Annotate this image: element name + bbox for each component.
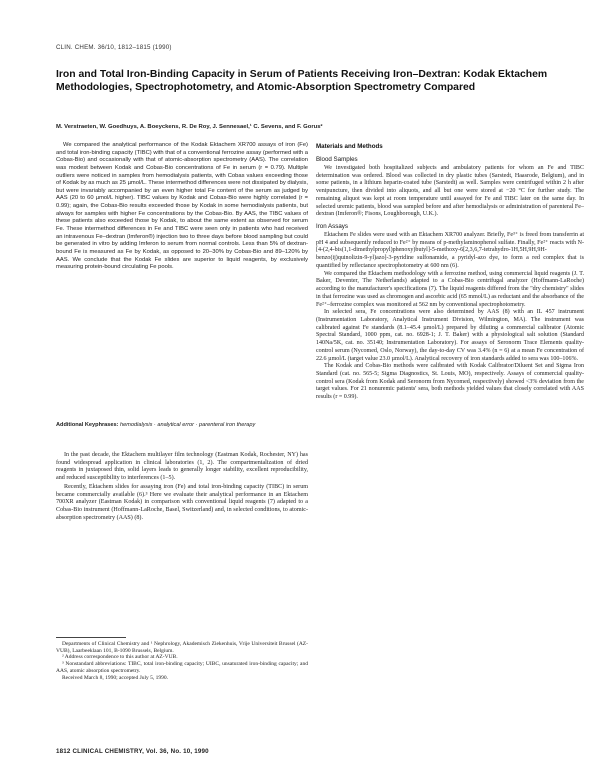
blood-samples-text: We investigated both hospitalized subjects and ambulatory patients for whom an Fe and TIBC determination was ordered. Blood was collected in dry plastic tubes (Sarstedt, Haasrode, Belgium), and in some patients, in a lithium heparin-coated tube (Sarstedt) as well. Samples were centrifuged within 2 h after venipuncture, then divided into aliquots, and all but one were stored at −20 °C for further study. The remaining aliquot was kept at room temperature until assayed for Fe and TIBC later on the same day. In selected uremic patients, blood was sampled before and after hemodialysis or administration of parenteral Fe–dextran (Imferon®; Fisons, Loughborough, U.K.). bbox=[316, 165, 584, 218]
subheading-iron-assays: Iron Assays bbox=[316, 223, 348, 231]
materials-and-methods bbox=[316, 142, 584, 402]
keyphrases-text: hemodialysis · analytical error · parenteral iron therapy bbox=[120, 422, 256, 428]
keyphrases bbox=[56, 422, 308, 430]
footnote-received: Received March 8, 1990; accepted July 5, 1990. bbox=[62, 674, 168, 681]
keyphrases-label: Additional Keyphrases: bbox=[56, 422, 119, 428]
page-footer: 1812 CLINICAL CHEMISTRY, Vol. 36, No. 10, 1990 bbox=[56, 748, 209, 755]
footnotes bbox=[56, 641, 308, 681]
subheading-blood-samples: Blood Samples bbox=[316, 156, 358, 163]
intro-paragraph: In the past decade, the Ektachem multilayer film technology (Eastman Kodak, Rochester, NY) has found widespread application in clinical laboratories (1, 2). The compartmentalization of dried reagents in juxtaposed thin, solid layers leads to generally longer stability, excellent reproducibility, and reduced susceptibility to interferences (1–5). bbox=[56, 452, 308, 482]
iron-assays-paragraph: We compared the Ektachem methodology with a ferrozine method, using commercial liquid reagents (J. T. Baker, Deventer, The Netherlands) adapted to a Cobas-Bio centrifugal analyzer (Hoffmann-LaRoche) according to the manufacturer's specifications (7). The liquid reagents differed from the "dry chemistry" slides in that ferrozine was used as chromogen and ascorbic acid (65 mmol/L) as reductant and the absorbance of the Fe²⁺–ferrozine complex was monitored at 562 nm by conventional spectrophotometry. bbox=[316, 270, 584, 308]
footnote-divider bbox=[56, 637, 126, 638]
intro-paragraph: Recently, Ektachem slides for assaying iron (Fe) and total iron-binding capacity (TIBC) in serum became commercially available (6).³ Here we evaluate their analytical performance in an Ektachem 700XR analyzer (Eastman Kodak) in comparison with conventional liquid reagents (7) adapted to a Cobas-Bio instrument (Hoffmann-LaRoche, Basel, Switzerland) and, in selected conditions, to atomic-absorption spectrometry (AAS) (8). bbox=[56, 483, 308, 521]
abstract: We compared the analytical performance of the Kodak Ektachem XR700 assays of iron (Fe) and total iron-binding capacity (TIBC) with that of a conventional ferrozine assay (performed with a Cobas-Bio) and occasionally with that of atomic-absorption spectrometry (AAS). The correlation was modest between Kodak and Cobas-Bio concentrations of Fe in serum (r = 0.79). Multiple outliers were noticed in samples from hemodialysis patients, with Cobas values exceeding those of Kodak by as much as 25 µmol/L. These intermethod differences were not dissipated by dialysis, but were invariably accompanied by an even higher total Fe content of the serum as judged by AAS (20 to 60 µmol/L higher). TIBC values by Kodak and Cobas-Bio were highly correlated (r = 0.99); again, the Cobas-Bio results exceeded those by Kodak in some hemodialysis patients, but always for samples with higher Fe concentrations by the Cobas-Bio. By AAS, the TIBC values of these patients also exceeded those by Kodak, to about the same extent as observed for serum Fe. These intermethod differences in Fe and TIBC were seen only in patients who had received an intravenous Fe–dextran (Imferon®) injection two to three days before blood sampling but could be generated in vitro by adding Imferon to serum from normal controls. Less than 5% of dextran-bound Fe is measured as Fe by Kodak, as opposed to 20–30% by Cobas-Bio and 89–120% by AAS. We conclude that the Kodak Fe slides are superior to liquid reagents, by exclusively measuring protein-bound circulating Fe pools. bbox=[56, 142, 308, 271]
iron-assays-paragraph: In selected sera, Fe concentrations were also determined by AAS (8) with an IL 457 instrument (Instrumentation Laboratory, Analytical Instrument Division, Wilmington, MA). The instrument was calibrated against Fe standards (8.1–45.4 µmol/L) prepared by diluting a commercial calibrator (Atomic Spectral Standard, 1000 ppm, cat. no. 6928-1; J. T. Baker) with a physiological salt solution (Standard 140Na/5K, cat. no. 35140; Instrumentation Laboratory). For assays of Seronorm Trace Elements quality-control serum (Nycomed, Oslo, Norway), the day-to-day CV was 3.4% (n = 6) at a mean Fe concentration of 22.6 µmol/L (target value 23.0 µmol/L). Analytical recovery of iron standards added to sera was 100–106%. bbox=[316, 309, 584, 362]
footnote-affiliation: Departments of Clinical Chemistry and ¹ Nephrology, Akademisch Ziekenhuis, Vrije Universiteit Brussel (AZ-VUB), Laarbeeklaan 101, B-1090 Brussels, Belgium. bbox=[56, 641, 308, 654]
introduction bbox=[56, 452, 308, 523]
author-list: M. Verstraeten, W. Goedhuys, A. Boeyckens, R. De Roy, J. Sennesael,¹ C. Sevens, and F. Gorus² bbox=[56, 124, 323, 130]
article-title: Iron and Total Iron-Binding Capacity in Serum of Patients Receiving Iron–Dextran: Kodak Ektachem Methodologies, Spectrophotometry, and Atomic-Absorption Spectrometry Compared bbox=[56, 69, 548, 93]
section-heading-methods: Materials and Methods bbox=[316, 143, 383, 150]
journal-reference: CLIN. CHEM. 36/10, 1812–1815 (1990) bbox=[56, 44, 172, 51]
iron-assays-paragraph: The Kodak and Cobas-Bio methods were calibrated with Kodak Calibrator/Diluent Set and Sigma Iron Standard (cat. no. 565-5; Sigma Diagnostics, St. Louis, MO), respectively. Assays of commercial quality-control sera (Kodak from Kodak and Seronorm from Nycomed, respectively) showed <3% deviation from the target values. For 21 nonuremic patients' sera, both methods yielded values that closely correlated with AAS results (r = 0.99). bbox=[316, 363, 584, 401]
iron-assays-paragraph: Ektachem Fe slides were used with an Ektachem XR700 analyzer. Briefly, Fe³⁺ is freed from transferrin at pH 4 and subsequently reduced to Fe²⁺ by means of p-methylaminophenol sulfate. Finally, Fe²⁺ reacts with N-[4-(2,4-bis(1,1-dimethylpropyl)phenoxy)butyl]-5-methoxy-6[2,3,6,7-tetrahydro-1H,5H,9H,9H-benzo(ij)quinolizin-9-yl)azo]-3-pyridine sulfonamide, a pyridyl-azo dye, to form a red complex that is quantified by reflectance spectrophotometry at 600 nm (6). bbox=[316, 232, 584, 269]
footnote-abbreviations: ³ Nonstandard abbreviations: TIBC, total iron-binding capacity; UIBC, unsaturated iron-binding capacity; and AAS, atomic absorption spectrometry. bbox=[56, 661, 308, 674]
footnote-correspondence: ² Address correspondence to this author at AZ-VUB. bbox=[62, 654, 178, 661]
